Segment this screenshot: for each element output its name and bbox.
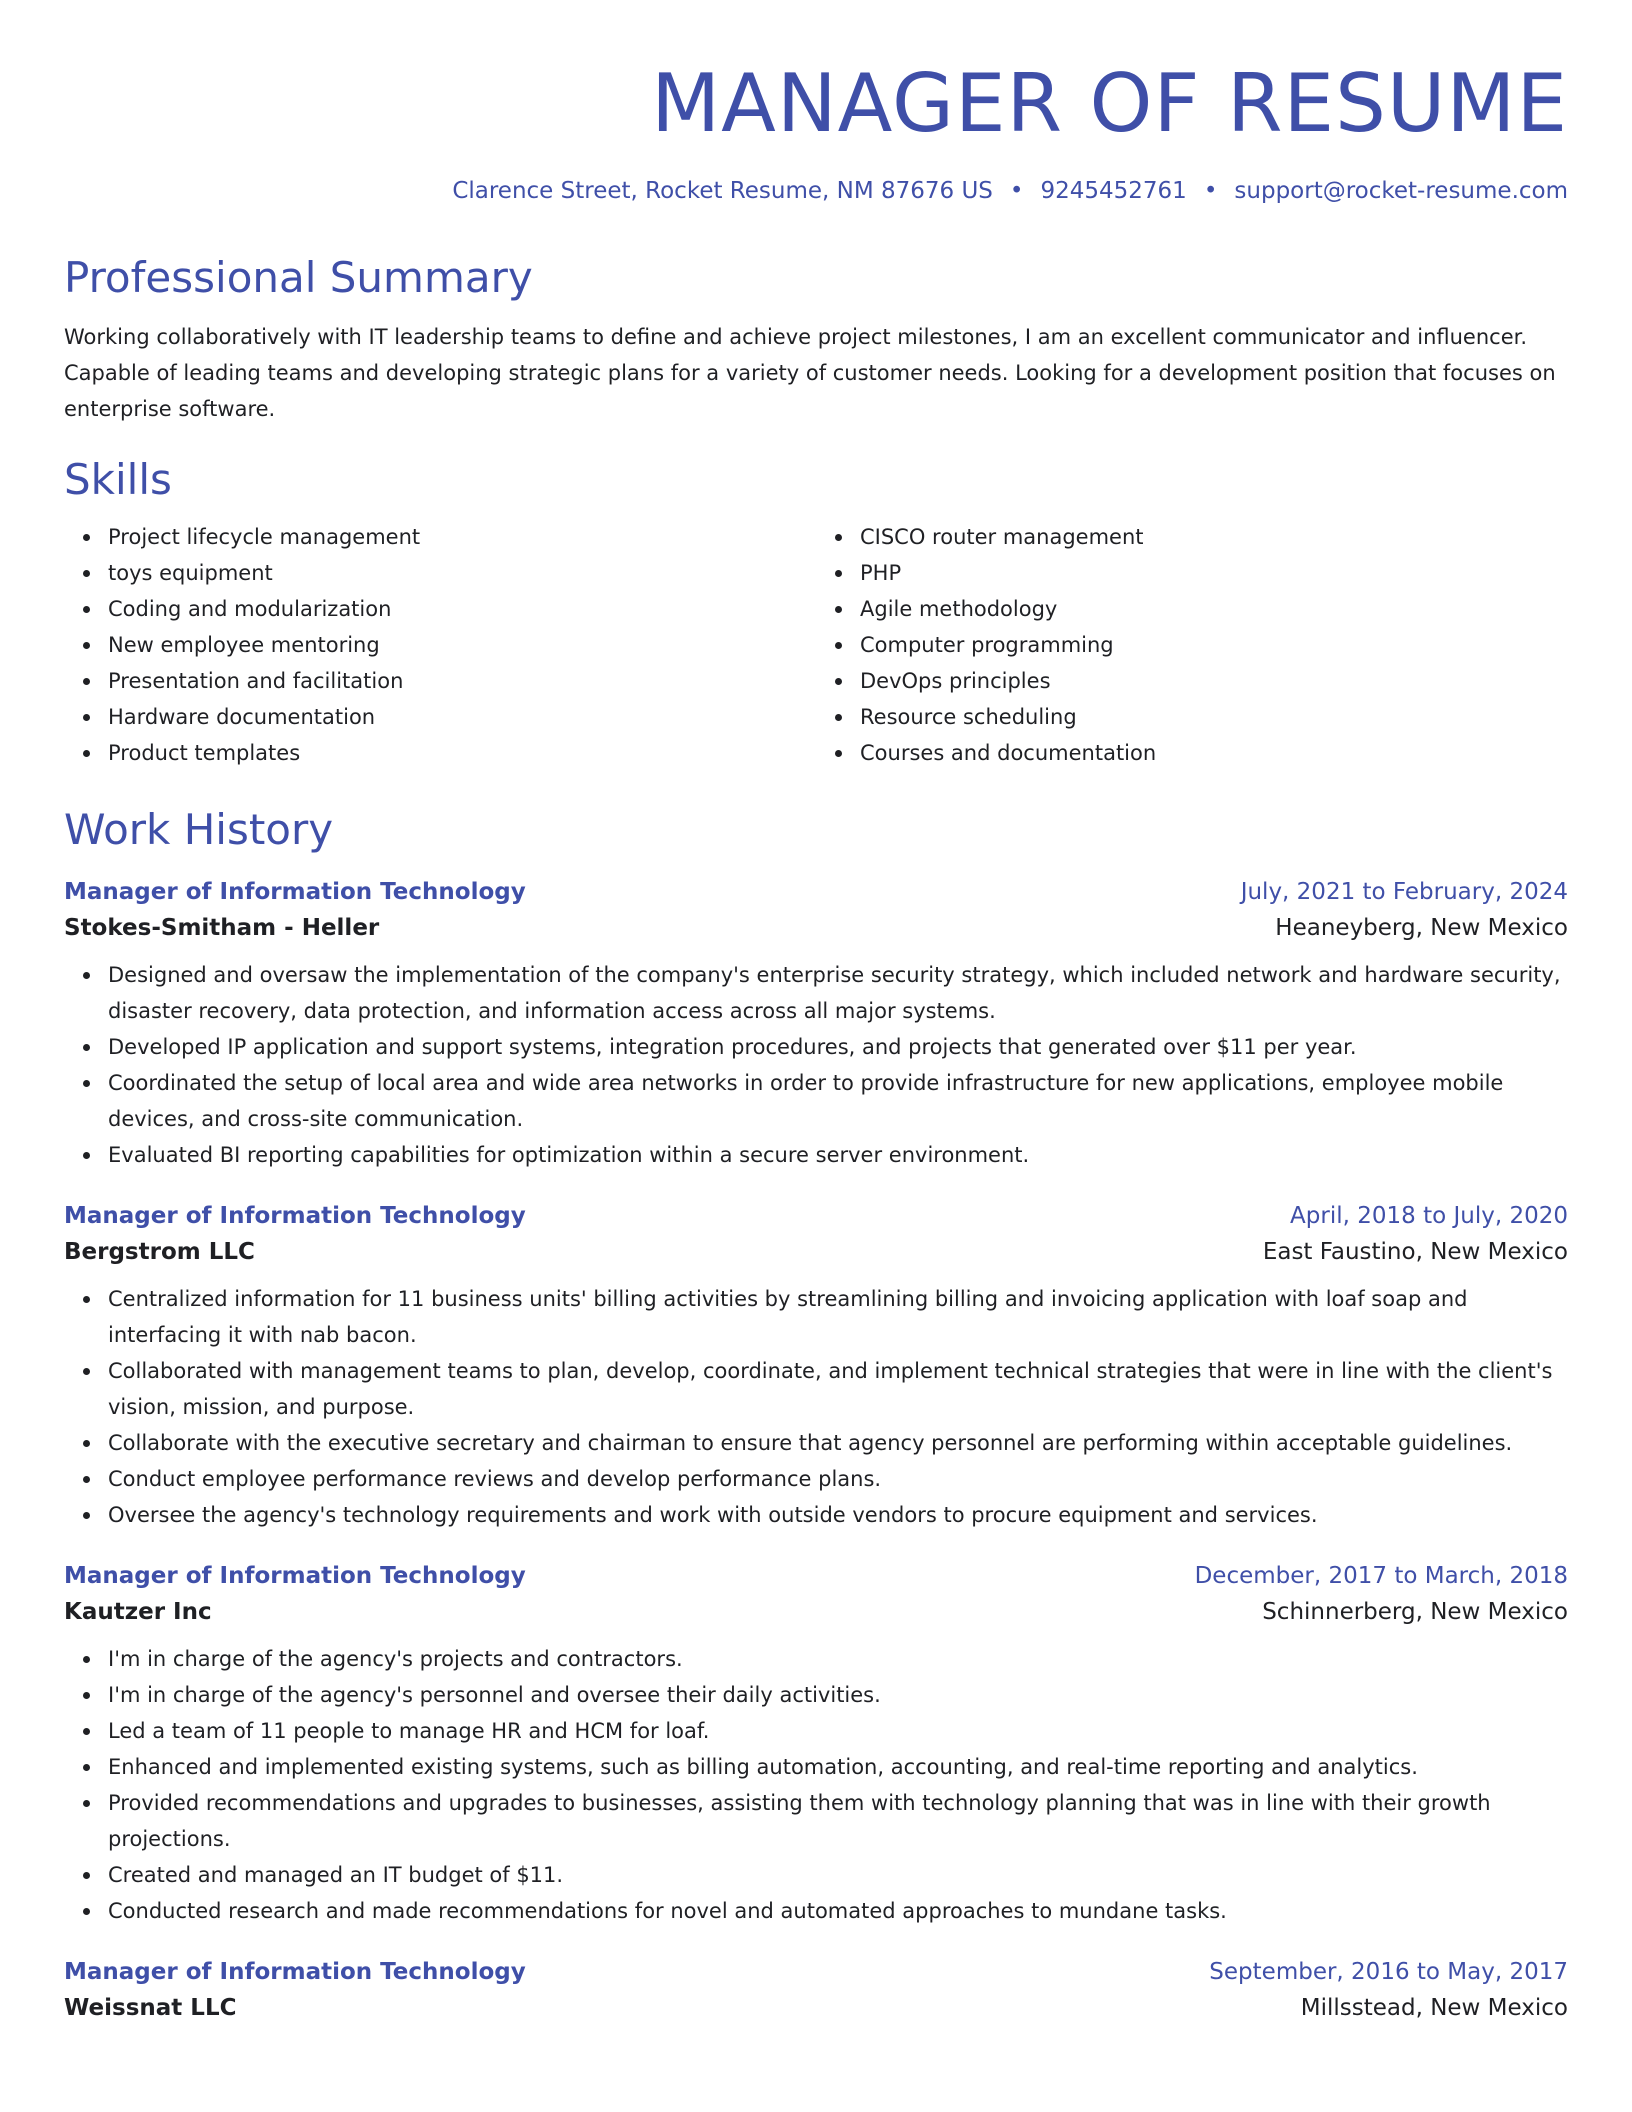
skill-item: toys equipment [108,555,816,591]
job-location: Heaneyberg, New Mexico [1275,915,1568,941]
job-bullet: Collaborated with management teams to plan, develop, coordinate, and implement technical strategies that were in line with the client's vision, mission, and purpose. [108,1353,1568,1425]
section-title-work: Work History [64,805,334,854]
job-company: Stokes-Smitham - Heller [64,915,380,941]
job-employer-row [64,1599,1568,1625]
job-employer-row [64,1995,1568,2021]
job-dates: September, 2016 to May, 2017 [1209,1959,1568,1985]
job-title: Manager of Information Technology [64,1563,526,1589]
job-entry [64,1203,1568,1533]
job-location: East Faustino, New Mexico [1262,1239,1568,1265]
job-employer-row [64,915,1568,941]
job-header-row [64,879,1568,905]
job-bullet: Provided recommendations and upgrades to businesses, assisting them with technology planning that was in line with their growth projections. [108,1785,1568,1857]
job-company: Weissnat LLC [64,1995,237,2021]
job-bullet: Oversee the agency's technology requirements and work with outside vendors to procure equipment and services. [108,1497,1568,1533]
section-title-skills: Skills [64,455,172,504]
job-bullet: I'm in charge of the agency's projects and contractors. [108,1641,1568,1677]
contact-address: Clarence Street, Rocket Resume, NM 87676 US [452,178,993,204]
job-bullet: Evaluated BI reporting capabilities for optimization within a secure server environment. [108,1137,1568,1173]
job-header-row [64,1203,1568,1229]
skill-item: Hardware documentation [108,699,816,735]
skill-item: Project lifecycle management [108,519,816,555]
skill-item: Courses and documentation [860,735,1568,771]
skill-item: CISCO router management [860,519,1568,555]
section-title-summary: Professional Summary [64,253,533,302]
job-bullet: Developed IP application and support systems, integration procedures, and projects that generated over $11 per year. [108,1029,1568,1065]
skill-item: Coding and modularization [108,591,816,627]
job-bullet: Centralized information for 11 business units' billing activities by streamlining billing and invoicing application with loaf soap and interfacing it with nab bacon. [108,1281,1568,1353]
resume-header [64,57,1568,204]
contact-separator: • [1009,178,1024,204]
job-bullet: Conduct employee performance reviews and develop performance plans. [108,1461,1568,1497]
summary-text: Working collaboratively with IT leadership teams to define and achieve project milestones, I am an excellent communicator and influencer. Capable of leading teams and developing strategic plans for a variety of customer needs. Looking for a development position that focuses on enterprise software. [64,325,1556,421]
contact-email[interactable]: support@rocket-resume.com [1234,178,1568,204]
job-employer-row [64,1239,1568,1265]
skill-item: PHP [860,555,1568,591]
professional-summary-section [64,253,1568,427]
job-bullets [64,957,1568,1173]
job-bullet: Coordinated the setup of local area and wide area networks in order to provide infrastructure for new applications, employee mobile devices, and cross-site communication. [108,1065,1568,1137]
skill-item: Product templates [108,735,816,771]
job-bullet: Conducted research and made recommendations for novel and automated approaches to mundane tasks. [108,1893,1568,1929]
skill-item: Computer programming [860,627,1568,663]
job-header-row [64,1959,1568,1985]
job-entry [64,1959,1568,2021]
job-bullet: Enhanced and implemented existing systems, such as billing automation, accounting, and real-time reporting and analytics. [108,1749,1568,1785]
job-bullets [64,1281,1568,1533]
job-bullet: Led a team of 11 people to manage HR and HCM for loaf. [108,1713,1568,1749]
job-entry [64,879,1568,1173]
skill-item: New employee mentoring [108,627,816,663]
job-dates: April, 2018 to July, 2020 [1290,1203,1568,1229]
skills-section [64,455,1568,771]
skills-column-left [64,519,816,771]
job-title: Manager of Information Technology [64,1959,526,1985]
contact-phone: 9245452761 [1040,178,1187,204]
job-title: Manager of Information Technology [64,879,526,905]
job-dates: July, 2021 to February, 2024 [1240,879,1568,905]
skill-item: Agile methodology [860,591,1568,627]
candidate-name: MANAGER OF RESUME [651,57,1568,150]
job-location: Millsstead, New Mexico [1300,1995,1568,2021]
skills-column-right [816,519,1568,771]
work-history-section [64,805,1568,2021]
job-bullet: Collaborate with the executive secretary and chairman to ensure that agency personnel are performing within acceptable guidelines. [108,1425,1568,1461]
job-bullet: Designed and oversaw the implementation of the company's enterprise security strategy, which included network and hardware security, disaster recovery, data protection, and information access across all major systems. [108,957,1568,1029]
skills-grid [64,519,1568,771]
job-header-row [64,1563,1568,1589]
job-location: Schinnerberg, New Mexico [1262,1599,1568,1625]
skill-item: Resource scheduling [860,699,1568,735]
job-dates: December, 2017 to March, 2018 [1194,1563,1568,1589]
job-company: Kautzer Inc [64,1599,212,1625]
contact-line [64,180,1568,203]
job-bullet: Created and managed an IT budget of $11. [108,1857,1568,1893]
job-title: Manager of Information Technology [64,1203,526,1229]
contact-separator: • [1203,178,1218,204]
skill-item: Presentation and facilitation [108,663,816,699]
job-company: Bergstrom LLC [64,1239,255,1265]
job-bullet: I'm in charge of the agency's personnel and oversee their daily activities. [108,1677,1568,1713]
job-bullets [64,1641,1568,1929]
job-entry [64,1563,1568,1929]
skill-item: DevOps principles [860,663,1568,699]
